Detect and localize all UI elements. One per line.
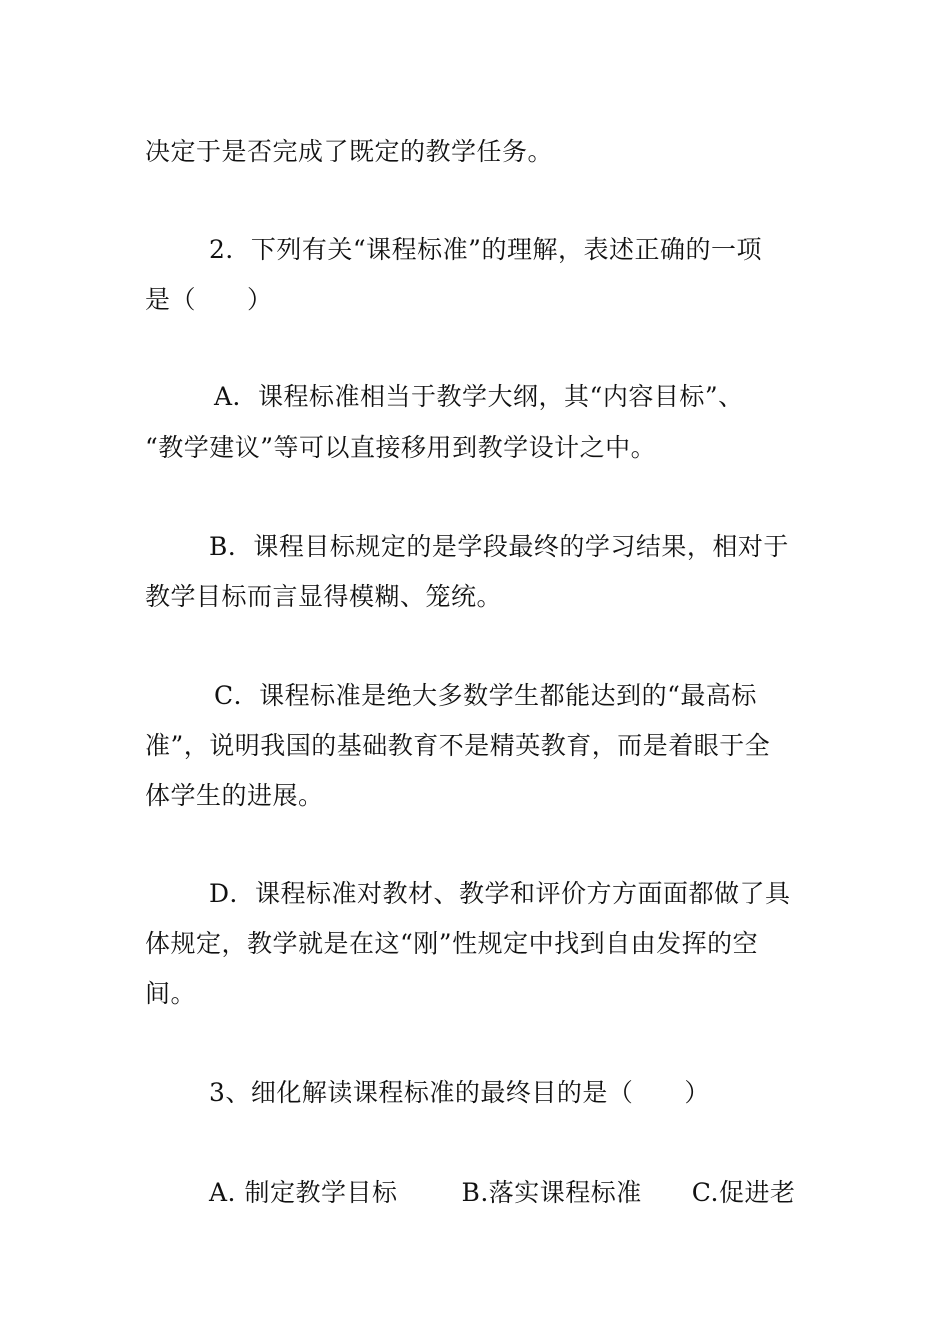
paragraph-continuation: 决定于是否完成了既定的教学任务。 (145, 137, 554, 166)
question-2-option-a-line-2: “教学建议”等可以直接移用到教学设计之中。 (145, 433, 657, 462)
question-2-option-d-line-1: D．课程标准对教材、教学和评价方方面面都做了具 (209, 879, 791, 908)
question-2-option-c-line-3: 体学生的进展。 (145, 781, 324, 810)
question-3-options (209, 1178, 795, 1208)
question-2-option-b-line-1: B．课程目标规定的是学段最终的学习结果，相对于 (209, 532, 789, 561)
question-2-option-d-line-2: 体规定，教学就是在这“刚”性规定中找到自由发挥的空 (145, 929, 759, 958)
question-2-option-c-line-1: C．课程标准是绝大多数学生都能达到的“最高标 (214, 681, 757, 710)
question-3-stem: 3、细化解读课程标准的最终目的是（ ） (209, 1078, 710, 1107)
question-3-option-b: B.落实课程标准 (461, 1178, 642, 1207)
question-2-stem-line-1: 2．下列有关“课程标准”的理解，表述正确的一项 (209, 235, 762, 264)
question-2-option-a-line-1: A．课程标准相当于教学大纲，其“内容目标”、 (214, 382, 744, 411)
question-2-option-b-line-2: 教学目标而言显得模糊、笼统。 (145, 582, 503, 611)
question-2-option-d-line-3: 间。 (145, 979, 197, 1008)
question-3-option-c: C.促进老 (691, 1178, 796, 1207)
question-2-option-c-line-2: 准”，说明我国的基础教育不是精英教育，而是着眼于全 (145, 731, 771, 760)
question-2-stem-line-2: 是（ ） (145, 285, 273, 314)
question-3-option-a: A. 制定教学目标 (209, 1178, 398, 1207)
